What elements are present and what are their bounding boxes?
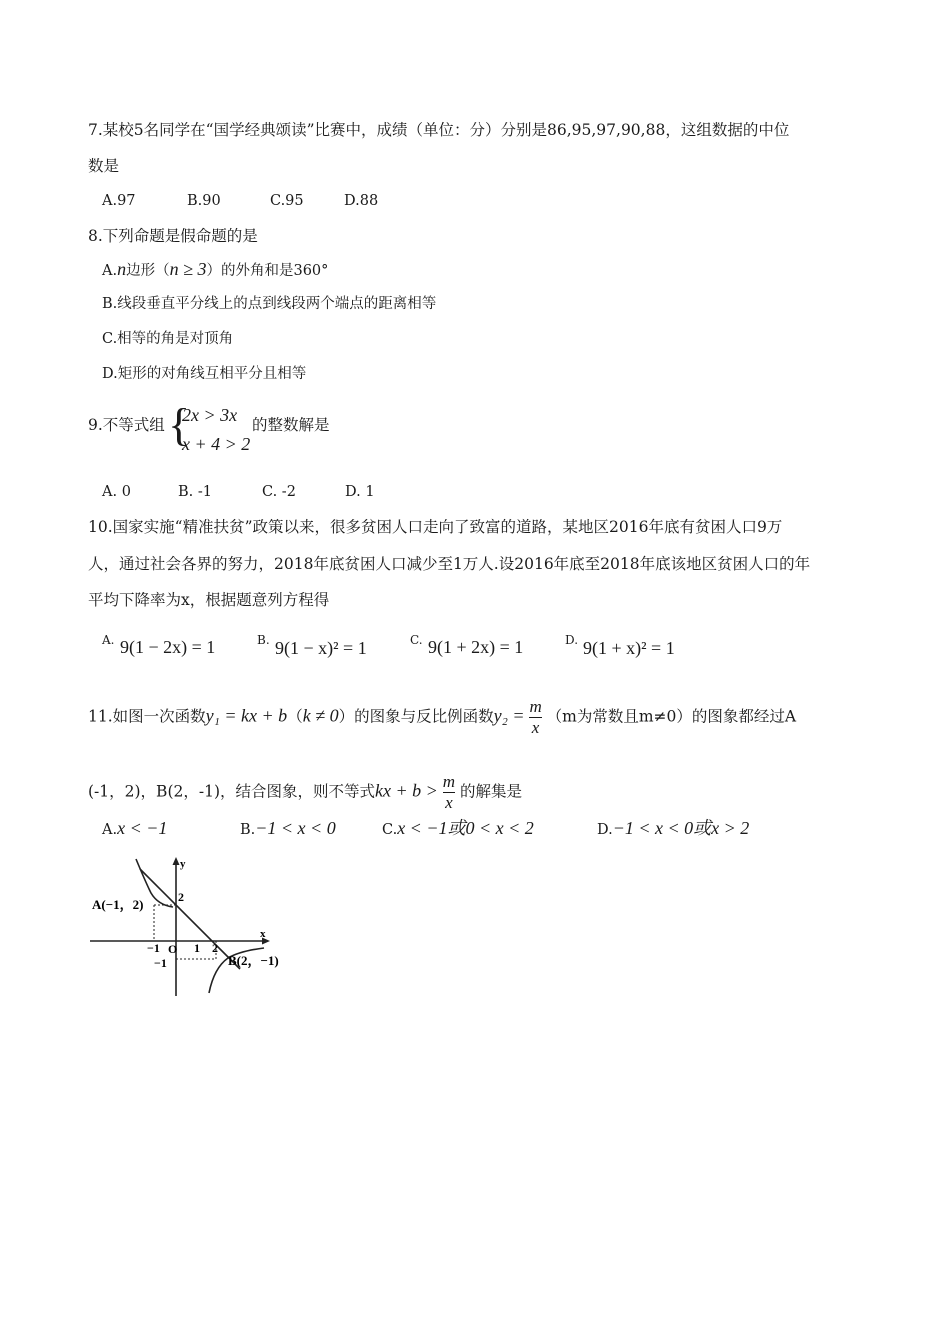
q11-eq2: y₂ = (493, 705, 525, 726)
q11-fraction-2: $\frac{m}{x}$ (442, 772, 456, 812)
q11-option-d: D.−1 < x < 0或x > 2 (597, 818, 750, 838)
left-brace: { (168, 399, 191, 450)
q10-stem-line3: 平均下降率为x，根据题意列方程得 (88, 591, 330, 609)
q11-option-a: A.x < −1 (102, 818, 168, 838)
q10-stem-line2: 人，通过社会各界的努力，2018年底贫困人口减少至1万人.设2016年底至2018年底该地区贫困人口的年 (88, 555, 811, 573)
q11-p1: 11.如图一次函数 (88, 707, 206, 726)
label-tick-x2: 2 (212, 941, 218, 955)
q10-stem-line1: 10.国家实施“精准扶贫”政策以来，很多贫困人口走向了致富的道路，某地区2016年底有贫困人口9万 (88, 518, 783, 536)
q10-option-a-eq: 9(1 − 2x) = 1 (120, 637, 216, 657)
q11-option-b: B.−1 < x < 0 (240, 818, 336, 838)
q9-option-b: B. -1 (178, 484, 212, 500)
q11-p2: （ (287, 707, 303, 726)
label-x-axis: x (260, 928, 266, 940)
q8-a-n: n (117, 259, 127, 279)
q10-option-d-label: D. (565, 633, 579, 647)
q8-a-cond: n ≥ 3 (169, 259, 207, 279)
q7-option-a: A.97 (102, 193, 136, 209)
q9-ineq1: 2x > 3x (182, 405, 238, 425)
q8-option-b: B.线段垂直平分线上的点到线段两个端点的距离相等 (102, 296, 437, 312)
q8-option-a (102, 259, 328, 281)
q10-option-a-label: A. (102, 633, 115, 647)
q7-option-d: D.88 (344, 193, 379, 209)
q9-prefix: 9.不等式组 (88, 416, 165, 434)
q7-option-c: C.95 (270, 193, 304, 209)
q10-option-b-label: B. (257, 633, 270, 647)
q11-p3: ）的图象与反比例函数 (338, 707, 494, 726)
q9-option-c: C. -2 (262, 484, 296, 500)
q11-graph (88, 853, 288, 1003)
q10-option-d-eq: 9(1 + x)² = 1 (583, 638, 675, 658)
label-tick-x-neg1: −1 (147, 941, 160, 955)
label-tick-x1: 1 (194, 941, 200, 955)
label-tick-y2: 2 (178, 890, 184, 904)
label-tick-y-neg1: −1 (154, 956, 167, 970)
q7-option-b: B.90 (187, 193, 221, 209)
q8-option-c: C.相等的角是对顶角 (102, 331, 234, 347)
label-y-axis: y (180, 858, 186, 870)
q11-option-c: C.x < −1或0 < x < 2 (382, 818, 534, 838)
q8-a-suffix: ）的外角和是360° (206, 263, 329, 279)
q8-stem: 8.下列命题是假命题的是 (88, 227, 258, 245)
q11-cond: k ≠ 0 (302, 705, 339, 726)
label-point-a: A(−1，2) (92, 897, 144, 912)
y-axis-arrow-icon (173, 857, 180, 865)
q10-option-c-eq: 9(1 + 2x) = 1 (428, 637, 524, 657)
q8-option-d: D.矩形的对角线互相平分且相等 (102, 366, 307, 382)
label-point-b: B(2，−1) (228, 953, 279, 968)
q10-option-c-label: C. (410, 633, 423, 647)
label-origin: O (168, 942, 178, 956)
q11-l2a: (-1，2)，B(2，-1)，结合图象，则不等式 (88, 782, 376, 801)
q11-p4: （m为常数且m≠0）的图象都经过A (546, 707, 797, 726)
q8-a-prefix: A. (102, 263, 118, 279)
q7-stem-line1: 7.某校5名同学在“国学经典颂读”比赛中，成绩（单位：分）分别是86,95,97,90,88，这组数据的中位 (88, 121, 790, 139)
q9-option-a: A. 0 (102, 484, 131, 500)
q11-ineq: kx + b > (375, 780, 438, 801)
q7-stem-line2: 数是 (88, 157, 120, 175)
q8-a-mid: 边形（ (126, 263, 170, 279)
q10-option-b-eq: 9(1 − x)² = 1 (275, 638, 367, 658)
q9-option-d: D. 1 (345, 484, 375, 500)
q11-eq1: y₁ = kx + b (205, 705, 288, 726)
q11-stem-line2 (88, 772, 522, 813)
q9-ineq2: x + 4 > 2 (182, 434, 251, 454)
q11-fraction: $\frac{m}{x}$ (529, 697, 542, 737)
q9-suffix: 的整数解是 (252, 416, 330, 434)
q11-stem-line1 (88, 697, 796, 738)
q11-l2b: 的解集是 (459, 782, 522, 801)
